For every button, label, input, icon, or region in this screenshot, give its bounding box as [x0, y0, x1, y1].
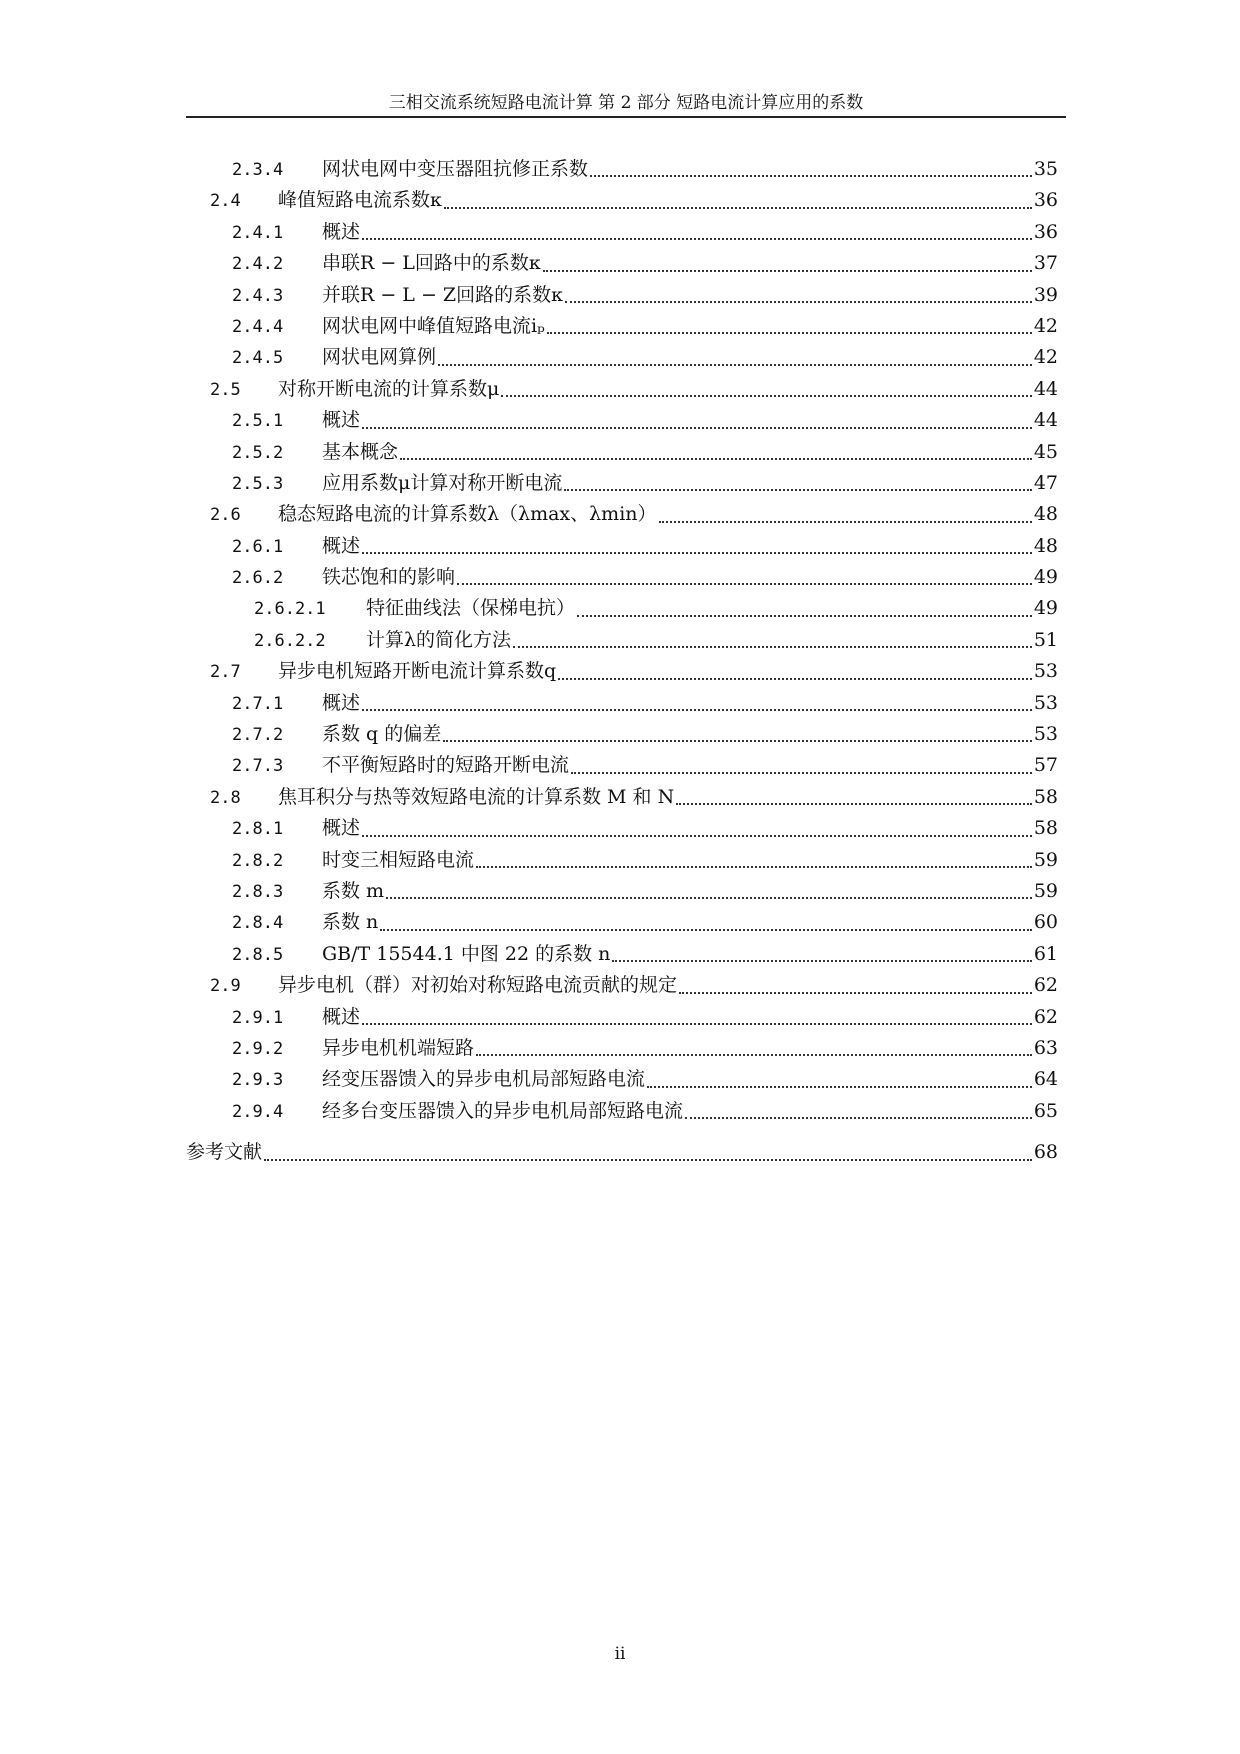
toc-entry-title: 特征曲线法（保梯电抗） — [366, 597, 576, 620]
toc-entry[interactable] — [186, 970, 1058, 1001]
toc-entry[interactable] — [186, 1096, 1058, 1127]
toc-entry-title: 异步电机机端短路 — [322, 1036, 475, 1059]
toc-entry-page: 57 — [1033, 754, 1058, 777]
toc-dot-leader — [444, 185, 1032, 216]
toc-dot-leader — [685, 1096, 1032, 1127]
toc-entry[interactable] — [186, 405, 1058, 436]
toc-dot-leader — [647, 1064, 1032, 1095]
toc-entry-title: 时变三相短路电流 — [322, 848, 475, 871]
toc-entry-page: 58 — [1033, 817, 1058, 840]
toc-dot-leader — [438, 342, 1032, 373]
toc-entry-title: 串联R − L回路中的系数κ — [322, 252, 541, 275]
toc-entry-number: 2.7 — [210, 662, 241, 683]
toc-entry-page: 58 — [1033, 785, 1058, 808]
toc-entry-number: 2.8 — [210, 787, 241, 808]
toc-entry[interactable] — [186, 1002, 1058, 1033]
toc-entry[interactable] — [186, 374, 1058, 405]
toc-entry-title: 网状电网算例 — [322, 346, 437, 369]
toc-entry-title: GB/T 15544.1 中图 22 的系数 n — [322, 942, 611, 965]
toc-entry-title: 异步电机（群）对初始对称短路电流贡献的规定 — [278, 974, 678, 997]
toc-dot-leader — [558, 656, 1032, 687]
header-rule — [186, 116, 1066, 118]
toc-entry-number: 2.7.3 — [232, 756, 284, 777]
toc-entry-page: 65 — [1033, 1099, 1058, 1122]
toc-entry-number: 2.8.5 — [232, 944, 284, 965]
toc-entry-number: 2.3.4 — [232, 160, 284, 180]
toc-entry-page: 48 — [1033, 503, 1058, 526]
toc-entry-number: 2.6.2.1 — [254, 599, 326, 620]
toc-entry-title: 稳态短路电流的计算系数λ（λmax、λmin） — [278, 503, 657, 526]
toc-entry-title: 峰值短路电流系数κ — [278, 189, 442, 212]
toc-entry-page: 60 — [1033, 911, 1058, 934]
toc-entry[interactable] — [186, 907, 1058, 938]
toc-entry-number: 2.7.1 — [232, 693, 284, 714]
toc-entry[interactable] — [186, 468, 1058, 499]
toc-entry[interactable] — [186, 437, 1058, 468]
toc-dot-leader — [476, 1033, 1032, 1064]
toc-dot-leader — [543, 248, 1032, 279]
toc-entry-number: 2.6.1 — [232, 536, 284, 557]
toc-entry-title: 不平衡短路时的短路开断电流 — [322, 754, 570, 777]
toc-entry[interactable] — [186, 185, 1058, 216]
toc-entry-title: 概述 — [322, 409, 361, 432]
toc-entry-number: 2.7.2 — [232, 725, 284, 746]
toc-entry[interactable] — [186, 1064, 1058, 1095]
toc-dot-leader — [476, 845, 1032, 876]
toc-entry[interactable] — [186, 593, 1058, 624]
toc-entry-title: 网状电网中峰值短路电流iₚ — [322, 314, 545, 337]
toc-entry-page: 53 — [1033, 723, 1058, 746]
toc-entry-title: 应用系数μ计算对称开断电流 — [322, 471, 563, 494]
toc-entry-title: 经变压器馈入的异步电机局部短路电流 — [322, 1068, 646, 1091]
toc-entry[interactable] — [186, 625, 1058, 656]
toc-dot-leader — [564, 468, 1031, 499]
toc-dot-leader — [380, 907, 1032, 938]
toc-entry-number: 2.6.2 — [232, 568, 284, 589]
toc-entry-page: 64 — [1033, 1068, 1058, 1091]
toc-entry-number: 2.4 — [210, 191, 241, 212]
toc-entry-title: 计算λ的简化方法 — [366, 628, 512, 651]
toc-dot-leader — [400, 437, 1032, 468]
toc-entry-title: 网状电网中变压器阻抗修正系数 — [322, 158, 589, 180]
toc-entry-number: 2.5.1 — [232, 411, 284, 432]
toc-entry-number: 2.9.2 — [232, 1038, 284, 1059]
page-number: ii — [614, 1644, 626, 1664]
toc-entry-title: 概述 — [322, 534, 361, 557]
toc-entry-number: 2.4.5 — [232, 348, 284, 369]
toc-entry-title: 经多台变压器馈入的异步电机局部短路电流 — [322, 1099, 684, 1122]
toc-entry[interactable] — [186, 154, 1058, 185]
table-of-contents — [186, 154, 1058, 1169]
toc-dot-leader — [612, 939, 1031, 970]
toc-entry-page: 59 — [1033, 879, 1058, 902]
toc-entry-title: 参考文献 — [186, 1141, 263, 1164]
toc-dot-leader — [571, 750, 1032, 781]
toc-dot-leader — [362, 1002, 1032, 1033]
toc-entry-title: 并联R − L − Z回路的系数κ — [322, 283, 563, 306]
toc-entry-page: 62 — [1033, 974, 1058, 997]
toc-entry-number: 2.8.4 — [232, 913, 284, 934]
toc-entry-number: 2.9.4 — [232, 1101, 284, 1122]
toc-entry-page: 47 — [1033, 471, 1058, 494]
toc-dot-leader — [676, 782, 1032, 813]
toc-entry-title: 对称开断电流的计算系数μ — [278, 377, 500, 400]
running-header: 三相交流系统短路电流计算 第 2 部分 短路电流计算应用的系数 — [388, 93, 864, 113]
toc-entry[interactable] — [186, 248, 1058, 279]
toc-dot-leader — [565, 280, 1032, 311]
toc-dot-leader — [659, 499, 1032, 530]
toc-entry[interactable] — [186, 845, 1058, 876]
toc-dot-leader — [547, 311, 1032, 342]
toc-entry-page: 44 — [1033, 377, 1058, 400]
toc-entry[interactable] — [186, 719, 1058, 750]
toc-entry-number: 2.8.1 — [232, 819, 284, 840]
toc-entry-page: 45 — [1033, 440, 1058, 463]
toc-entry-page: 37 — [1033, 252, 1058, 275]
toc-entry-page: 63 — [1033, 1036, 1058, 1059]
toc-entry[interactable] — [186, 280, 1058, 311]
toc-dot-leader — [679, 970, 1032, 1001]
toc-entry[interactable] — [186, 750, 1058, 781]
toc-entry-number: 2.8.3 — [232, 881, 284, 902]
toc-entry-title: 系数 q 的偏差 — [322, 723, 442, 746]
toc-entry-title: 系数 n — [322, 911, 379, 934]
toc-entry-page: 42 — [1033, 346, 1058, 369]
toc-entry-page: 48 — [1033, 534, 1058, 557]
toc-entry-number: 2.4.4 — [232, 316, 284, 337]
toc-dot-leader — [590, 154, 1032, 185]
toc-entry-number: 2.9.1 — [232, 1007, 284, 1028]
toc-dot-leader — [501, 374, 1031, 405]
toc-dot-leader — [362, 531, 1032, 562]
toc-entry-page: 51 — [1033, 628, 1058, 651]
toc-entry[interactable] — [186, 217, 1058, 248]
toc-entry-title: 概述 — [322, 1005, 361, 1028]
toc-entry-page: 35 — [1033, 158, 1058, 180]
toc-entry-page: 53 — [1033, 691, 1058, 714]
toc-entry-page: 53 — [1033, 660, 1058, 683]
toc-entry-number: 2.4.1 — [232, 222, 284, 243]
toc-entry-page: 36 — [1033, 189, 1058, 212]
toc-entry-number: 2.5.2 — [232, 442, 284, 463]
toc-entry-number: 2.9 — [210, 976, 241, 997]
toc-dot-leader — [362, 405, 1032, 436]
toc-entry-page: 62 — [1033, 1005, 1058, 1028]
toc-entry[interactable] — [186, 939, 1058, 970]
toc-entry-title: 概述 — [322, 817, 361, 840]
toc-entry[interactable] — [186, 813, 1058, 844]
toc-entry-number: 2.9.3 — [232, 1070, 284, 1091]
toc-entry[interactable] — [186, 562, 1058, 593]
toc-entry-title: 铁芯饱和的影响 — [322, 566, 456, 589]
toc-entry[interactable] — [186, 311, 1058, 342]
toc-entry-number: 2.4.2 — [232, 254, 284, 275]
toc-entry-page: 36 — [1033, 220, 1058, 243]
toc-entry-number: 2.5 — [210, 379, 241, 400]
toc-entry-title: 焦耳积分与热等效短路电流的计算系数 M 和 N — [278, 785, 675, 808]
toc-entry-page: 39 — [1033, 283, 1058, 306]
toc-entry-number: 2.8.2 — [232, 850, 284, 871]
toc-entry-page: 42 — [1033, 314, 1058, 337]
toc-entry-page: 61 — [1033, 942, 1058, 965]
toc-entry[interactable] — [186, 342, 1058, 373]
toc-entry-page: 49 — [1033, 597, 1058, 620]
toc-dot-leader — [362, 688, 1032, 719]
toc-entry[interactable] — [186, 531, 1058, 562]
toc-entry[interactable] — [186, 1033, 1058, 1064]
toc-entry-title: 异步电机短路开断电流计算系数q — [278, 660, 557, 683]
toc-entry[interactable] — [186, 688, 1058, 719]
toc-entry[interactable] — [186, 876, 1058, 907]
toc-entry[interactable] — [186, 1137, 1058, 1168]
toc-dot-leader — [362, 813, 1032, 844]
toc-entry-number: 2.5.3 — [232, 473, 284, 494]
toc-dot-leader — [443, 719, 1032, 750]
toc-entry-number: 2.6 — [210, 505, 241, 526]
toc-dot-leader — [264, 1137, 1032, 1168]
toc-entry-page: 49 — [1033, 566, 1058, 589]
toc-entry-page: 68 — [1033, 1141, 1058, 1164]
toc-entry-title: 基本概念 — [322, 440, 399, 463]
toc-dot-leader — [577, 593, 1032, 624]
toc-entry[interactable] — [186, 656, 1058, 687]
toc-entry-title: 系数 m — [322, 879, 385, 902]
toc-entry-number: 2.4.3 — [232, 285, 284, 306]
toc-entry-title: 概述 — [322, 691, 361, 714]
toc-entry-number: 2.6.2.2 — [254, 630, 326, 651]
toc-dot-leader — [386, 876, 1032, 907]
toc-entry-title: 概述 — [322, 220, 361, 243]
toc-dot-leader — [362, 217, 1032, 248]
toc-entry[interactable] — [186, 782, 1058, 813]
toc-entry-page: 44 — [1033, 409, 1058, 432]
toc-dot-leader — [513, 625, 1032, 656]
toc-dot-leader — [457, 562, 1032, 593]
toc-entry-page: 59 — [1033, 848, 1058, 871]
toc-entry[interactable] — [186, 499, 1058, 530]
